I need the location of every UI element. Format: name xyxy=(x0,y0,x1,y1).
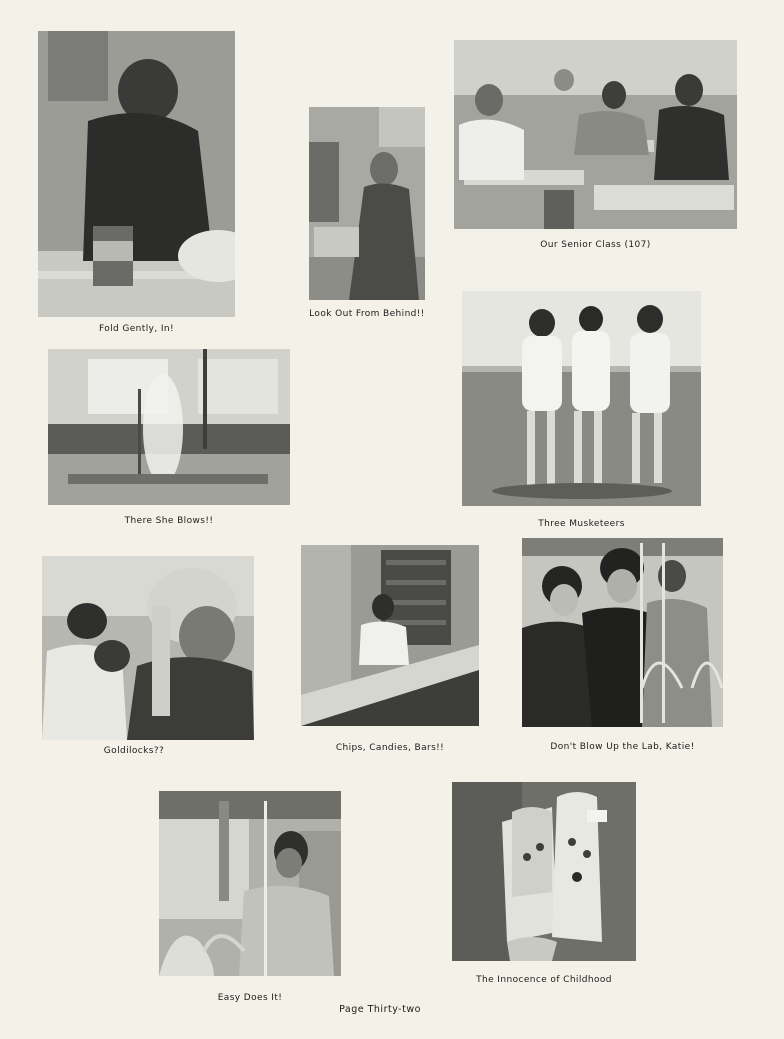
caption-easy-does-it: Easy Does It! xyxy=(217,993,283,1003)
photo-goldilocks-wig xyxy=(42,556,254,740)
caption-chips-candies: Chips, Candies, Bars!! xyxy=(335,743,445,753)
caption-fold-gently: Fold Gently, In! xyxy=(98,324,175,334)
photo-three-girls xyxy=(462,291,701,506)
photo-lab-katie xyxy=(522,538,723,727)
caption-look-out: Look Out From Behind!! xyxy=(309,309,425,319)
caption-senior-class: Our Senior Class (107) xyxy=(540,240,651,250)
caption-three-musketeers: Three Musketeers xyxy=(538,519,625,529)
photo-teacher-in-lab xyxy=(309,107,425,300)
photo-hanging-dresses xyxy=(452,782,636,961)
page-number: Page Thirty-two xyxy=(339,1004,421,1015)
caption-innocence: The Innocence of Childhood xyxy=(476,975,612,985)
photo-easy-does-it xyxy=(159,791,341,976)
photo-snack-counter xyxy=(301,545,479,726)
photo-cooking-student xyxy=(38,31,235,317)
caption-dont-blow-up: Don't Blow Up the Lab, Katie! xyxy=(550,742,695,752)
caption-there-she-blows: There She Blows!! xyxy=(124,516,214,526)
caption-goldilocks: Goldilocks?? xyxy=(103,746,165,756)
photo-lab-steam xyxy=(48,349,290,505)
photo-senior-class xyxy=(454,40,737,229)
